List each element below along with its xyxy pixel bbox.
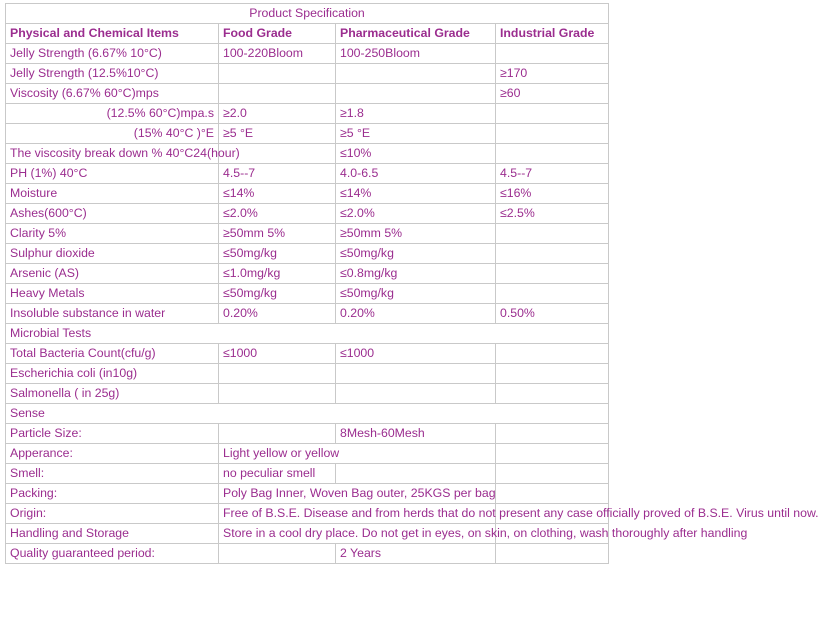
row-value-industrial — [496, 224, 609, 244]
row-value-food: ≥2.0 — [219, 104, 336, 124]
row-value-pharma — [336, 364, 496, 384]
table-row — [6, 384, 609, 404]
row-item-label: Heavy Metals — [6, 284, 219, 304]
row-value-industrial: ≥60 — [496, 84, 609, 104]
row-value-pharma: ≤50mg/kg — [336, 284, 496, 304]
row-item-label: Viscosity (6.67% 60°C)mps — [6, 84, 219, 104]
row-value-pharma: ≤1000 — [336, 344, 496, 364]
row-value-industrial — [496, 284, 609, 304]
table-row — [6, 104, 609, 124]
row-item-label: (15% 40°C )°E — [6, 124, 219, 144]
row-value-pharma: 4.0-6.5 — [336, 164, 496, 184]
table-row-section — [6, 404, 609, 424]
row-item-label: Clarity 5% — [6, 224, 219, 244]
row-item-label: (12.5% 60°C)mpa.s — [6, 104, 219, 124]
row-value-industrial — [496, 344, 609, 364]
row-value-origin: Free of B.S.E. Disease and from herds that do not present any case officially proved of B.S.E. Virus until now. — [219, 504, 496, 524]
table-row — [6, 544, 609, 564]
section-header-microbial-tests: Microbial Tests — [6, 324, 609, 344]
row-item-label: The viscosity break down % 40°C24(hour) — [6, 144, 219, 164]
row-item-label: Packing: — [6, 484, 219, 504]
row-value-food: ≤1000 — [219, 344, 336, 364]
row-value-pharma: ≤50mg/kg — [336, 244, 496, 264]
table-row — [6, 284, 609, 304]
row-value-industrial — [496, 544, 609, 564]
row-value-pharma: ≤14% — [336, 184, 496, 204]
row-item-label: Escherichia coli (in10g) — [6, 364, 219, 384]
row-value-food: no peculiar smell — [219, 464, 336, 484]
row-item-label: Handling and Storage — [6, 524, 219, 544]
row-value-pharma: 8Mesh-60Mesh — [336, 424, 496, 444]
row-value-food — [219, 364, 336, 384]
table-row — [6, 64, 609, 84]
row-value-food: ≤50mg/kg — [219, 284, 336, 304]
row-value-food: ≥5 °E — [219, 124, 336, 144]
row-item-label: Salmonella ( in 25g) — [6, 384, 219, 404]
row-item-label: Jelly Strength (12.5%10°C) — [6, 64, 219, 84]
row-value-pharma — [336, 384, 496, 404]
row-value-food — [219, 84, 336, 104]
row-item-label: Moisture — [6, 184, 219, 204]
row-value-pharma: 2 Years — [336, 544, 496, 564]
row-value-industrial: ≤16% — [496, 184, 609, 204]
row-item-label: Ashes(600°C) — [6, 204, 219, 224]
table-row — [6, 264, 609, 284]
row-value-food: 100-220Bloom — [219, 44, 336, 64]
row-item-label: Origin: — [6, 504, 219, 524]
table-row — [6, 124, 609, 144]
row-value-pharma — [336, 464, 496, 484]
row-value-handling-storage: Store in a cool dry place. Do not get in eyes, on skin, on clothing, wash thoroughly after handling — [219, 524, 496, 544]
row-value-industrial — [496, 444, 609, 464]
table-row — [6, 504, 609, 524]
column-header-industrial-grade: Industrial Grade — [496, 24, 609, 44]
product-specification-table — [5, 3, 819, 564]
table-row-section — [6, 324, 609, 344]
row-value-food: ≤14% — [219, 184, 336, 204]
page-title: Product Specification — [6, 4, 609, 24]
row-value-appearance: Light yellow or yellow — [219, 444, 496, 464]
table-header-row — [6, 24, 609, 44]
table-row — [6, 204, 609, 224]
row-value-food — [219, 384, 336, 404]
table-row — [6, 444, 609, 464]
row-value-pharma: ≤2.0% — [336, 204, 496, 224]
row-value-industrial — [496, 264, 609, 284]
row-value-industrial — [496, 424, 609, 444]
row-value-food: ≤50mg/kg — [219, 244, 336, 264]
table-row — [6, 184, 609, 204]
table-row — [6, 464, 609, 484]
row-value-food: ≤1.0mg/kg — [219, 264, 336, 284]
row-value-industrial — [496, 364, 609, 384]
row-item-label: Arsenic (AS) — [6, 264, 219, 284]
row-value-pharma: ≥5 °E — [336, 124, 496, 144]
row-value-pharma: ≤10% — [336, 144, 496, 164]
table-row — [6, 164, 609, 184]
table-row — [6, 144, 609, 164]
row-value-pharma — [336, 64, 496, 84]
section-header-sense: Sense — [6, 404, 609, 424]
row-value-industrial: 4.5--7 — [496, 164, 609, 184]
row-value-industrial — [496, 464, 609, 484]
table-row — [6, 304, 609, 324]
table-row — [6, 84, 609, 104]
row-value-industrial — [496, 144, 609, 164]
table-row — [6, 44, 609, 64]
row-value-pharma: 0.20% — [336, 304, 496, 324]
row-value-food — [219, 544, 336, 564]
table-row — [6, 524, 609, 544]
table-row — [6, 344, 609, 364]
row-value-pharma: ≥50mm 5% — [336, 224, 496, 244]
row-value-industrial — [496, 384, 609, 404]
table-row — [6, 244, 609, 264]
row-value-food: 0.20% — [219, 304, 336, 324]
row-value-food — [219, 64, 336, 84]
table-row — [6, 364, 609, 384]
row-item-label: Sulphur dioxide — [6, 244, 219, 264]
row-value-pharma: ≥1.8 — [336, 104, 496, 124]
row-value-food — [219, 424, 336, 444]
row-value-pharma — [336, 84, 496, 104]
row-value-industrial: 0.50% — [496, 304, 609, 324]
row-value-industrial — [496, 244, 609, 264]
row-item-label: Total Bacteria Count(cfu/g) — [6, 344, 219, 364]
row-item-label: Insoluble substance in water — [6, 304, 219, 324]
row-item-label: Particle Size: — [6, 424, 219, 444]
row-value-food: ≥50mm 5% — [219, 224, 336, 244]
row-value-industrial — [496, 124, 609, 144]
table-row — [6, 484, 609, 504]
column-header-pharmaceutical-grade: Pharmaceutical Grade — [336, 24, 496, 44]
row-value-industrial: ≥170 — [496, 64, 609, 84]
row-item-label: Apperance: — [6, 444, 219, 464]
row-item-label: PH (1%) 40°C — [6, 164, 219, 184]
row-value-food: 4.5--7 — [219, 164, 336, 184]
table-title-row — [6, 4, 609, 24]
column-header-food-grade: Food Grade — [219, 24, 336, 44]
table-row — [6, 224, 609, 244]
row-value-industrial — [496, 104, 609, 124]
row-value-pharma: ≤0.8mg/kg — [336, 264, 496, 284]
table-row — [6, 424, 609, 444]
row-value-industrial — [496, 44, 609, 64]
row-item-label: Jelly Strength (6.67% 10°C) — [6, 44, 219, 64]
row-item-label: Smell: — [6, 464, 219, 484]
row-value-food: ≤2.0% — [219, 204, 336, 224]
row-value-pharma: 100-250Bloom — [336, 44, 496, 64]
column-header-items: Physical and Chemical Items — [6, 24, 219, 44]
row-value-industrial: ≤2.5% — [496, 204, 609, 224]
row-value-industrial — [496, 484, 609, 504]
row-value-packing: Poly Bag Inner, Woven Bag outer, 25KGS per bag — [219, 484, 496, 504]
row-item-label: Quality guaranteed period: — [6, 544, 219, 564]
